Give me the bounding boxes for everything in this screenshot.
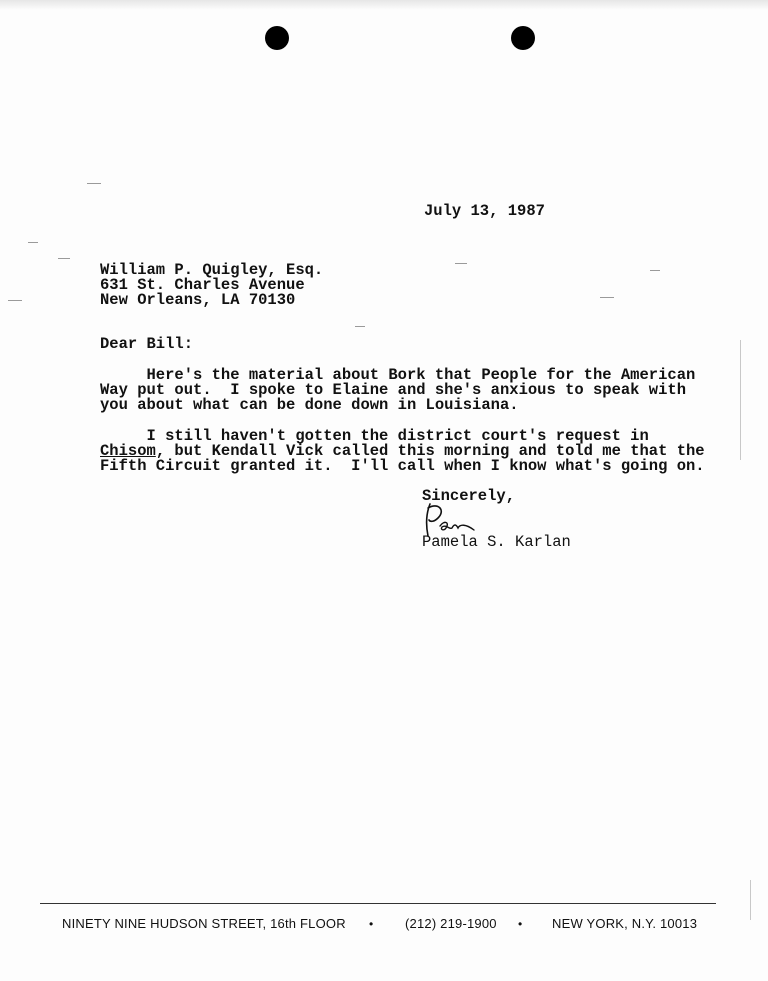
footer-phone: (212) 219-1900 bbox=[405, 916, 497, 931]
footer-address: NINETY NINE HUDSON STREET, 16th FLOOR bbox=[62, 916, 346, 931]
closing: Sincerely, bbox=[422, 487, 516, 505]
paragraph-line: I still haven't gotten the district court's request in bbox=[100, 427, 649, 445]
scan-mark bbox=[28, 242, 38, 243]
scan-mark bbox=[455, 263, 467, 264]
paragraph-line: Way put out. I spoke to Elaine and she's anxious to speak with bbox=[100, 381, 686, 399]
body-paragraph-1 bbox=[100, 368, 695, 413]
salutation: Dear Bill: bbox=[100, 335, 194, 353]
punch-hole-right bbox=[511, 26, 535, 50]
recipient-name: William P. Quigley, Esq. bbox=[100, 261, 324, 279]
scan-mark bbox=[58, 258, 70, 259]
scan-mark bbox=[740, 340, 741, 460]
footer-divider bbox=[40, 903, 716, 904]
scan-mark bbox=[87, 183, 101, 184]
signature-name: Pamela S. Karlan bbox=[422, 533, 571, 551]
footer-city: NEW YORK, N.Y. 10013 bbox=[552, 916, 698, 931]
scan-mark bbox=[650, 270, 660, 271]
scan-mark bbox=[8, 300, 22, 301]
paragraph-line: Fifth Circuit granted it. I'll call when I know what's going on. bbox=[100, 457, 705, 475]
scan-top-edge bbox=[0, 0, 768, 10]
recipient-city: New Orleans, LA 70130 bbox=[100, 291, 296, 309]
footer-separator: • bbox=[518, 917, 523, 931]
paragraph-line-text: , but Kendall Vick called this morning and told me that the bbox=[155, 442, 705, 460]
case-name: Chisom bbox=[100, 442, 156, 460]
scan-mark bbox=[355, 326, 365, 327]
paragraph-line: Here's the material about Bork that People for the American bbox=[100, 366, 696, 384]
footer-separator: • bbox=[369, 917, 374, 931]
letter-date: July 13, 1987 bbox=[424, 202, 545, 220]
paragraph-line: you about what can be done down in Louisiana. bbox=[100, 396, 519, 414]
body-paragraph-2 bbox=[100, 429, 705, 474]
recipient-street: 631 St. Charles Avenue bbox=[100, 276, 305, 294]
punch-hole-left bbox=[265, 26, 289, 50]
scan-mark bbox=[750, 880, 751, 920]
scan-mark bbox=[600, 297, 614, 298]
